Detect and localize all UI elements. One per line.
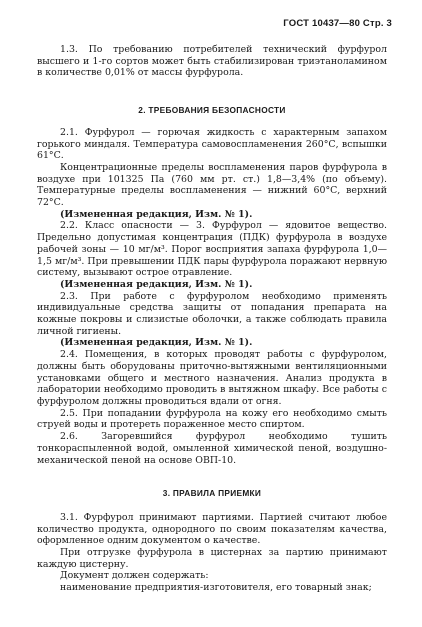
paragraph-3-1-tanks: При отгрузке фурфурола в цистернах за партию принимают каждую цистерну. <box>37 547 387 570</box>
document-body <box>37 44 387 594</box>
paragraph-2-1-limits: Концентрационные пределы воспламенения паров фурфурола в воздухе при 101325 Па (760 мм рт. ст.) 1,8—3,4% (по объему). Температурные пределы воспламенения — нижний 60°С, верхний 72°С. <box>37 161 387 209</box>
section-heading-safety: 2. ТРЕБОВАНИЯ БЕЗОПАСНОСТИ <box>138 105 286 116</box>
section-heading-acceptance: 3. ПРАВИЛА ПРИЕМКИ <box>162 488 262 499</box>
paragraph-2-1: 2.1. Фурфурол — горючая жидкость с характерным запахом горького миндаля. Температура самовоспламенения 260°С, вспышки 61°С. <box>37 126 387 162</box>
paragraph-2-4: 2.4. Помещения, в которых проводят работы с фурфуролом, должны быть оборудованы приточно-вытяжными вентиляционными установками общего и местного назначения. Анализ продукта в лаборатории необходимо проводить в вытяжном шкафу. Все работы с фурфуролом должны проводиться вдали от огня. <box>37 349 387 407</box>
paragraph-3-1-manufacturer: наименование предприятия-изготовителя, его товарный знак; <box>60 582 372 594</box>
amendment-note: (Измененная редакция, Изм. № 1). <box>60 337 253 349</box>
paragraph-2-5: 2.5. При попадании фурфурола на кожу его необходимо смыть струей воды и протереть пораженное место спиртом. <box>37 407 387 431</box>
page-header: ГОСТ 10437—80 Стр. 3 <box>283 18 392 29</box>
amendment-note: (Измененная редакция, Изм. № 1). <box>60 208 253 220</box>
paragraph-2-2: 2.2. Класс опасности — 3. Фурфурол — ядовитое вещество. Предельно допустимая концентрация (ПДК) фурфурола в воздухе рабочей зоны — 10 мг/м³. Порог восприятия запаха фурфурола 1,0—1,5 мг/м³. При превышении ПДК пары фурфурола поражают нервную систему, вызывают острое отравление. <box>37 220 387 279</box>
paragraph-2-6: 2.6. Загоревшийся фурфурол необходимо тушить тонкораспыленной водой, омыленной химической пеной, воздушно-механической пеной на основе ОВП-10. <box>37 431 387 466</box>
paragraph-1-3: 1.3. По требованию потребителей технический фурфурол высшего и 1-го сортов может быть стабилизирован триэтаноламином в количестве 0,01% от массы фурфурола. <box>37 44 387 79</box>
amendment-note: (Измененная редакция, Изм. № 1). <box>60 278 253 290</box>
paragraph-3-1: 3.1. Фурфурол принимают партиями. Партией считают любое количество продукта, однородного по своим показателям качества, оформленное одним документом о качестве. <box>37 511 387 547</box>
paragraph-2-3: 2.3. При работе с фурфуролом необходимо применять индивидуальные средства защиты от попадания препарата на кожные покровы и слизистые оболочки, а также соблюдать правила личной гигиены. <box>37 290 387 337</box>
paragraph-3-1-document: Документ должен содержать: <box>60 570 209 582</box>
